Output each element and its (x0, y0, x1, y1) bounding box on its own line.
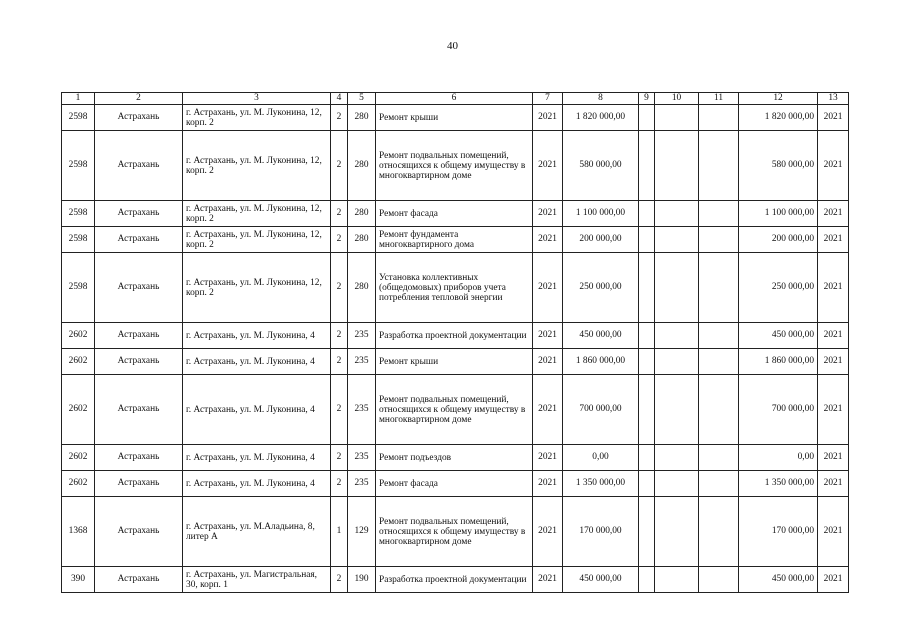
cell-col9 (639, 349, 655, 375)
cell-col11 (699, 471, 739, 497)
cell-col9 (639, 253, 655, 323)
cell-col5: 235 (348, 375, 376, 445)
cell-col4: 1 (331, 497, 348, 567)
cell-address: г. Астрахань, ул. М.Аладьина, 8, литер А (183, 497, 331, 567)
cell-col11 (699, 131, 739, 201)
cell-col9 (639, 323, 655, 349)
cell-total: 1 350 000,00 (739, 471, 818, 497)
cell-col9 (639, 375, 655, 445)
column-header: 13 (818, 93, 849, 105)
cell-col9 (639, 105, 655, 131)
cell-year-end: 2021 (818, 497, 849, 567)
cell-col10 (655, 497, 699, 567)
cell-cost: 1 860 000,00 (563, 349, 639, 375)
cell-total: 1 820 000,00 (739, 105, 818, 131)
cell-work-type: Ремонт подвальных помещений, относящихся к общему имуществу в многоквартирном доме (376, 131, 533, 201)
cell-col5: 280 (348, 227, 376, 253)
cell-year: 2021 (533, 567, 563, 593)
column-header: 3 (183, 93, 331, 105)
cell-col4: 2 (331, 227, 348, 253)
cell-col10 (655, 375, 699, 445)
cell-col5: 280 (348, 105, 376, 131)
cell-col11 (699, 349, 739, 375)
cell-work-type: Установка коллективных (общедомовых) приборов учета потребления тепловой энергии (376, 253, 533, 323)
cell-col11 (699, 105, 739, 131)
cell-col4: 2 (331, 323, 348, 349)
cell-work-type: Ремонт фундамента многоквартирного дома (376, 227, 533, 253)
table-row (62, 567, 849, 593)
cell-municipality: Астрахань (95, 567, 183, 593)
cell-record-id: 2598 (62, 131, 95, 201)
cell-cost: 1 350 000,00 (563, 471, 639, 497)
cell-col11 (699, 201, 739, 227)
cell-municipality: Астрахань (95, 375, 183, 445)
cell-record-id: 2602 (62, 471, 95, 497)
cell-cost: 170 000,00 (563, 497, 639, 567)
cell-municipality: Астрахань (95, 105, 183, 131)
cell-cost: 1 820 000,00 (563, 105, 639, 131)
cell-cost: 580 000,00 (563, 131, 639, 201)
cell-col5: 235 (348, 471, 376, 497)
cell-year: 2021 (533, 375, 563, 445)
cell-total: 450 000,00 (739, 567, 818, 593)
cell-record-id: 2598 (62, 201, 95, 227)
cell-cost: 700 000,00 (563, 375, 639, 445)
cell-col10 (655, 227, 699, 253)
cell-year-end: 2021 (818, 131, 849, 201)
cell-col5: 235 (348, 323, 376, 349)
cell-col9 (639, 567, 655, 593)
cell-work-type: Ремонт фасада (376, 471, 533, 497)
cell-col4: 2 (331, 375, 348, 445)
table-row (62, 349, 849, 375)
cell-year: 2021 (533, 227, 563, 253)
cell-work-type: Ремонт фасада (376, 201, 533, 227)
cell-col4: 2 (331, 567, 348, 593)
cell-address: г. Астрахань, ул. М. Луконина, 4 (183, 471, 331, 497)
cell-record-id: 2598 (62, 253, 95, 323)
cell-record-id: 2598 (62, 227, 95, 253)
cell-col9 (639, 497, 655, 567)
cell-col5: 280 (348, 201, 376, 227)
cell-year-end: 2021 (818, 567, 849, 593)
cell-year-end: 2021 (818, 349, 849, 375)
cell-year-end: 2021 (818, 227, 849, 253)
cell-col10 (655, 567, 699, 593)
cell-total: 580 000,00 (739, 131, 818, 201)
cell-municipality: Астрахань (95, 201, 183, 227)
page-number: 40 (447, 40, 458, 52)
table-row (62, 201, 849, 227)
cell-col11 (699, 567, 739, 593)
cell-address: г. Астрахань, ул. М. Луконина, 4 (183, 349, 331, 375)
cell-record-id: 1368 (62, 497, 95, 567)
cell-total: 170 000,00 (739, 497, 818, 567)
cell-col4: 2 (331, 253, 348, 323)
column-header: 7 (533, 93, 563, 105)
cell-year: 2021 (533, 201, 563, 227)
cell-col10 (655, 445, 699, 471)
cell-col4: 2 (331, 131, 348, 201)
cell-cost: 200 000,00 (563, 227, 639, 253)
cell-year-end: 2021 (818, 445, 849, 471)
cell-total: 700 000,00 (739, 375, 818, 445)
cell-cost: 1 100 000,00 (563, 201, 639, 227)
cell-address: г. Астрахань, ул. М. Луконина, 12, корп. 2 (183, 131, 331, 201)
table-row (62, 253, 849, 323)
cell-col10 (655, 105, 699, 131)
cell-col9 (639, 201, 655, 227)
cell-col5: 190 (348, 567, 376, 593)
column-header: 4 (331, 93, 348, 105)
cell-col5: 129 (348, 497, 376, 567)
cell-record-id: 2602 (62, 445, 95, 471)
cell-col11 (699, 375, 739, 445)
column-header: 2 (95, 93, 183, 105)
cell-col9 (639, 131, 655, 201)
cell-municipality: Астрахань (95, 349, 183, 375)
cell-municipality: Астрахань (95, 471, 183, 497)
cell-work-type: Ремонт подвальных помещений, относящихся к общему имуществу в многоквартирном доме (376, 497, 533, 567)
cell-year: 2021 (533, 131, 563, 201)
cell-col5: 235 (348, 349, 376, 375)
cell-year-end: 2021 (818, 201, 849, 227)
table-row (62, 445, 849, 471)
cell-col11 (699, 497, 739, 567)
cell-cost: 450 000,00 (563, 567, 639, 593)
cell-col10 (655, 201, 699, 227)
column-header: 8 (563, 93, 639, 105)
cell-year: 2021 (533, 105, 563, 131)
column-header: 9 (639, 93, 655, 105)
cell-col10 (655, 323, 699, 349)
column-number-row (62, 93, 849, 105)
cell-total: 200 000,00 (739, 227, 818, 253)
cell-year: 2021 (533, 323, 563, 349)
cell-year: 2021 (533, 497, 563, 567)
cell-col10 (655, 349, 699, 375)
cell-work-type: Разработка проектной документации (376, 567, 533, 593)
cell-col9 (639, 227, 655, 253)
capital-repair-table (61, 92, 849, 593)
cell-total: 450 000,00 (739, 323, 818, 349)
table-row (62, 471, 849, 497)
cell-col11 (699, 323, 739, 349)
table-row (62, 227, 849, 253)
cell-col9 (639, 445, 655, 471)
cell-col11 (699, 253, 739, 323)
cell-col5: 280 (348, 253, 376, 323)
column-header: 1 (62, 93, 95, 105)
column-header: 11 (699, 93, 739, 105)
cell-total: 0,00 (739, 445, 818, 471)
cell-work-type: Ремонт подвальных помещений, относящихся к общему имуществу в многоквартирном доме (376, 375, 533, 445)
cell-total: 1 860 000,00 (739, 349, 818, 375)
cell-col10 (655, 131, 699, 201)
cell-record-id: 2598 (62, 105, 95, 131)
cell-work-type: Ремонт крыши (376, 105, 533, 131)
cell-year-end: 2021 (818, 105, 849, 131)
cell-record-id: 2602 (62, 375, 95, 445)
cell-municipality: Астрахань (95, 227, 183, 253)
cell-col4: 2 (331, 471, 348, 497)
cell-address: г. Астрахань, ул. М. Луконина, 12, корп. 2 (183, 105, 331, 131)
cell-total: 1 100 000,00 (739, 201, 818, 227)
cell-year: 2021 (533, 445, 563, 471)
cell-address: г. Астрахань, ул. М. Луконина, 12, корп. 2 (183, 227, 331, 253)
cell-year: 2021 (533, 349, 563, 375)
column-header: 6 (376, 93, 533, 105)
cell-col4: 2 (331, 349, 348, 375)
cell-municipality: Астрахань (95, 253, 183, 323)
cell-col4: 2 (331, 105, 348, 131)
cell-cost: 0,00 (563, 445, 639, 471)
column-header: 12 (739, 93, 818, 105)
table-row (62, 105, 849, 131)
cell-municipality: Астрахань (95, 445, 183, 471)
cell-record-id: 390 (62, 567, 95, 593)
cell-year-end: 2021 (818, 253, 849, 323)
cell-col11 (699, 445, 739, 471)
cell-col10 (655, 471, 699, 497)
cell-col11 (699, 227, 739, 253)
cell-address: г. Астрахань, ул. М. Луконина, 4 (183, 323, 331, 349)
cell-municipality: Астрахань (95, 131, 183, 201)
column-header: 10 (655, 93, 699, 105)
cell-municipality: Астрахань (95, 323, 183, 349)
cell-cost: 250 000,00 (563, 253, 639, 323)
cell-address: г. Астрахань, ул. М. Луконина, 12, корп. 2 (183, 201, 331, 227)
cell-work-type: Ремонт подъездов (376, 445, 533, 471)
cell-year-end: 2021 (818, 323, 849, 349)
cell-address: г. Астрахань, ул. Магистральная, 30, корп. 1 (183, 567, 331, 593)
table-row (62, 131, 849, 201)
table-row (62, 375, 849, 445)
cell-record-id: 2602 (62, 349, 95, 375)
cell-address: г. Астрахань, ул. М. Луконина, 4 (183, 445, 331, 471)
cell-address: г. Астрахань, ул. М. Луконина, 4 (183, 375, 331, 445)
cell-record-id: 2602 (62, 323, 95, 349)
cell-total: 250 000,00 (739, 253, 818, 323)
cell-year-end: 2021 (818, 375, 849, 445)
cell-col4: 2 (331, 201, 348, 227)
table-row (62, 323, 849, 349)
cell-cost: 450 000,00 (563, 323, 639, 349)
table-row (62, 497, 849, 567)
cell-year: 2021 (533, 471, 563, 497)
cell-year-end: 2021 (818, 471, 849, 497)
cell-col10 (655, 253, 699, 323)
cell-col4: 2 (331, 445, 348, 471)
cell-year: 2021 (533, 253, 563, 323)
column-header: 5 (348, 93, 376, 105)
cell-work-type: Ремонт крыши (376, 349, 533, 375)
cell-work-type: Разработка проектной документации (376, 323, 533, 349)
cell-col5: 280 (348, 131, 376, 201)
cell-address: г. Астрахань, ул. М. Луконина, 12, корп. 2 (183, 253, 331, 323)
cell-col5: 235 (348, 445, 376, 471)
cell-municipality: Астрахань (95, 497, 183, 567)
cell-col9 (639, 471, 655, 497)
